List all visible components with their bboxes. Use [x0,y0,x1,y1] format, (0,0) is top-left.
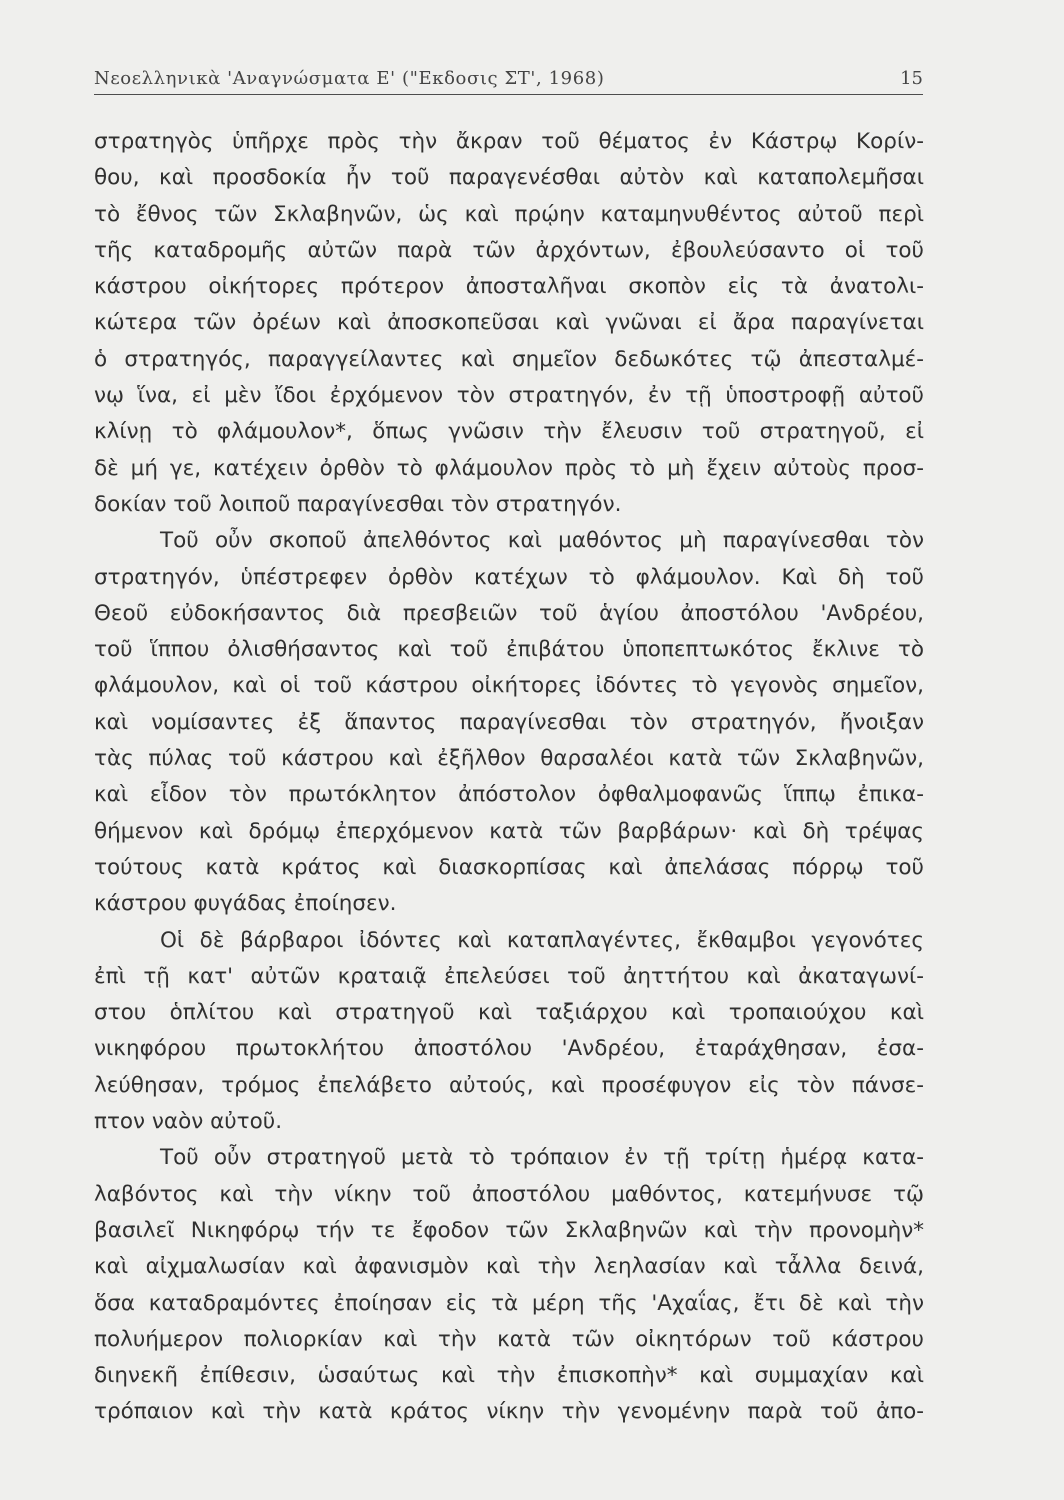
text-line: βασιλεῖ Νικηφόρῳ τήν τε ἔφοδον τῶν Σκλαβηνῶν καὶ τὴν προνομὴν* [94,1217,924,1243]
text-line: ὅσα καταδραμόντες ἐποίησαν εἰς τὰ μέρη τῆς 'Αχαΐας, ἔτι δὲ καὶ τὴν [94,1290,924,1316]
text-line: καὶ αἰχμαλωσίαν καὶ ἀφανισμὸν καὶ τὴν λεηλασίαν καὶ τἆλλα δεινά, [94,1254,924,1280]
paragraph-start-line: Τοῦ οὖν στρατηγοῦ μετὰ τὸ τρόπαιον ἐν τῇ τρίτῃ ἡμέρᾳ κατα- [160,1145,924,1171]
text-line: τοῦ ἵππου ὀλισθήσαντος καὶ τοῦ ἐπιβάτου ὑποπεπτωκότος ἔκλινε τὸ [94,637,924,663]
text-line: τούτους κατὰ κράτος καὶ διασκορπίσας καὶ ἀπελάσας πόρρῳ τοῦ [94,854,924,880]
text-line: τῆς καταδρομῆς αὐτῶν παρὰ τῶν ἀρχόντων, ἐβουλεύσαντο οἱ τοῦ [94,237,924,263]
text-line: τρόπαιον καὶ τὴν κατὰ κράτος νίκην τὴν γενομένην παρὰ τοῦ ἀπο- [94,1399,924,1425]
text-line: διηνεκῆ ἐπίθεσιν, ὡσαύτως καὶ τὴν ἐπισκοπὴν* καὶ συμμαχίαν καὶ [94,1363,924,1389]
text-line: καὶ νομίσαντες ἐξ ἅπαντος παραγίνεσθαι τὸν στρατηγόν, ἤνοιξαν [94,709,924,735]
text-line: δὲ μή γε, κατέχειν ὀρθὸν τὸ φλάμουλον πρὸς τὸ μὴ ἔχειν αὐτοὺς προσ- [94,455,924,481]
text-line: κώτερα τῶν ὀρέων καὶ ἀποσκοπεῦσαι καὶ γνῶναι εἰ ἄρα παραγίνεται [94,310,924,336]
text-line: ἐπὶ τῇ κατ' αὐτῶν κραταιᾷ ἐπελεύσει τοῦ ἀηττήτου καὶ ἀκαταγωνί- [94,963,924,989]
text-line: νῳ ἵνα, εἰ μὲν ἴδοι ἐρχόμενον τὸν στρατηγόν, ἐν τῇ ὑποστροφῇ αὐτοῦ [94,383,924,409]
text-line: στρατηγὸς ὑπῆρχε πρὸς τὴν ἄκραν τοῦ θέματος ἐν Κάστρῳ Κορίν- [94,129,924,154]
paragraph-start-line: Τοῦ οὖν σκοποῦ ἀπελθόντος καὶ μαθόντος μὴ παραγίνεσθαι τὸν [160,528,924,554]
text-line: καὶ εἶδον τὸν πρωτόκλητον ἀπόστολον ὀφθαλμοφανῶς ἵππῳ ἐπικα- [94,782,924,808]
text-line: νικηφόρου πρωτοκλήτου ἀποστόλου 'Ανδρέου, ἐταράχθησαν, ἐσα- [94,1036,924,1062]
text-line: ὁ στρατηγός, παραγγείλαντες καὶ σημεῖον δεδωκότες τῷ ἀπεσταλμέ- [94,346,924,372]
page-number: 15 [900,68,923,89]
text-line: κάστρου φυγάδας ἐποίησεν. [94,891,397,917]
text-line: στρατηγόν, ὑπέστρεφεν ὀρθὸν κατέχων τὸ φλάμουλον. Καὶ δὴ τοῦ [94,564,924,590]
paragraph-start-line: Οἱ δὲ βάρβαροι ἰδόντες καὶ καταπλαγέντες, ἔκθαμβοι γεγονότες [160,927,924,953]
text-line: λαβόντος καὶ τὴν νίκην τοῦ ἀποστόλου μαθόντος, κατεμήνυσε τῷ [94,1181,924,1207]
text-line: κλίνῃ τὸ φλάμουλον*, ὅπως γνῶσιν τὴν ἔλευσιν τοῦ στρατηγοῦ, εἰ [94,419,924,445]
text-line: κάστρου οἰκήτορες πρότερον ἀποσταλῆναι σκοπὸν εἰς τὰ ἀνατολι- [94,274,924,300]
text-line: Θεοῦ εὐδοκήσαντος διὰ πρεσβειῶν τοῦ ἁγίου ἀποστόλου 'Ανδρέου, [94,600,924,626]
text-line: τὰς πύλας τοῦ κάστρου καὶ ἐξῆλθον θαρσαλέοι κατὰ τῶν Σκλαβηνῶν, [94,746,924,772]
running-title: Νεοελληνικὰ 'Αναγνώσματα Ε' ("Εκδοσις ΣΤ', 1968) [94,68,605,89]
text-line: τὸ ἔθνος τῶν Σκλαβηνῶν, ὡς καὶ πρῴην καταμηνυθέντος αὐτοῦ περὶ [94,201,924,227]
text-line: θήμενον καὶ δρόμῳ ἐπερχόμενον κατὰ τῶν βαρβάρων· καὶ δὴ τρέψας [94,818,924,844]
running-header [94,68,923,95]
text-line: πολυήμερον πολιορκίαν καὶ τὴν κατὰ τῶν οἰκητόρων τοῦ κάστρου [94,1326,924,1352]
text-line: λεύθησαν, τρόμος ἐπελάβετο αὐτούς, καὶ προσέφυγον εἰς τὸν πάνσε- [94,1072,924,1098]
text-line: φλάμουλον, καὶ οἱ τοῦ κάστρου οἰκήτορες ἰδόντες τὸ γεγονὸς σημεῖον, [94,673,924,699]
text-line: πτον ναὸν αὐτοῦ. [94,1109,283,1135]
text-line: θου, καὶ προσδοκία ἦν τοῦ παραγενέσθαι αὐτὸν καὶ καταπολεμῆσαι [94,165,924,191]
body-text [94,124,924,1431]
text-line: στου ὁπλίτου καὶ στρατηγοῦ καὶ ταξιάρχου καὶ τροπαιούχου καὶ [94,1000,924,1026]
text-line: δοκίαν τοῦ λοιποῦ παραγίνεσθαι τὸν στρατηγόν. [94,491,622,517]
